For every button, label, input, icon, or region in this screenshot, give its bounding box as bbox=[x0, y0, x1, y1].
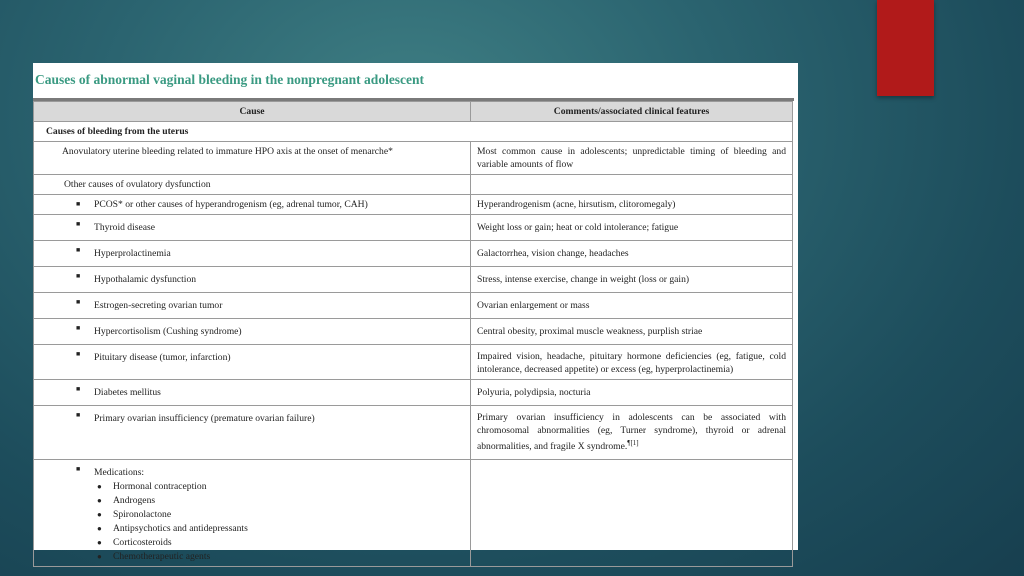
table-row bbox=[34, 195, 793, 215]
table-row bbox=[34, 406, 793, 460]
comment-cell: Central obesity, proximal muscle weakness, purplish striae bbox=[471, 319, 793, 345]
table-row bbox=[34, 293, 793, 319]
cause-cell: ■ Hyperprolactinemia bbox=[34, 241, 471, 267]
comment-cell bbox=[471, 406, 793, 460]
comment-cell: Hyperandrogenism (acne, hirsutism, clitoromegaly) bbox=[471, 195, 793, 215]
comment-cell: Most common cause in adolescents; unpredictable timing of bleeding and variable amounts of flow bbox=[471, 142, 793, 175]
comment-cell bbox=[471, 460, 793, 567]
medication-item: ● Corticosteroids bbox=[94, 536, 464, 549]
table-row bbox=[34, 319, 793, 345]
cause-cell: ■ Thyroid disease bbox=[34, 215, 471, 241]
table-title: Causes of abnormal vaginal bleeding in the nonpregnant adolescent bbox=[35, 72, 425, 87]
table-row bbox=[34, 241, 793, 267]
comment-cell: Stress, intense exercise, change in weight (loss or gain) bbox=[471, 267, 793, 293]
cause-cell: Anovulatory uterine bleeding related to immature HPO axis at the onset of menarche* bbox=[34, 142, 471, 175]
table-row bbox=[34, 215, 793, 241]
table-document bbox=[33, 63, 798, 563]
cause-cell: ■ Hypothalamic dysfunction bbox=[34, 267, 471, 293]
cause-cell: ■ Primary ovarian insufficiency (premature ovarian failure) bbox=[34, 406, 471, 460]
medication-item: ● Antipsychotics and antidepressants bbox=[94, 522, 464, 535]
medication-item: ● Androgens bbox=[94, 494, 464, 507]
section-row bbox=[34, 122, 793, 142]
cause-cell: ■ Hypercortisolism (Cushing syndrome) bbox=[34, 319, 471, 345]
medications-cell bbox=[34, 460, 471, 567]
comment-text: Primary ovarian insufficiency in adolescents can be associated with chromosomal abnormalities (eg, Turner syndrome), thyroid or adrenal abnormalities, and fragile X syndrome. bbox=[477, 412, 786, 453]
table-row bbox=[34, 175, 793, 195]
cause-cell: Other causes of ovulatory dysfunction bbox=[34, 175, 471, 195]
medications-label: ■ Medications: bbox=[94, 467, 145, 479]
comment-cell: Impaired vision, headache, pituitary hormone deficiencies (eg, fatigue, cold intolerance, decreased appetite) or excess (eg, hyperprolactinemia) bbox=[471, 345, 793, 380]
table-row bbox=[34, 267, 793, 293]
section-label: Causes of bleeding from the uterus bbox=[34, 122, 793, 142]
table-row bbox=[34, 460, 793, 567]
cause-cell: ■ Pituitary disease (tumor, infarction) bbox=[34, 345, 471, 380]
comment-cell bbox=[471, 175, 793, 195]
medication-item: ● Spironolactone bbox=[94, 508, 464, 521]
table-row bbox=[34, 380, 793, 406]
reference-mark: ¶[1] bbox=[627, 439, 639, 447]
header-comments: Comments/associated clinical features bbox=[471, 102, 793, 122]
header-row bbox=[34, 102, 793, 122]
comment-cell: Galactorrhea, vision change, headaches bbox=[471, 241, 793, 267]
medication-item: ● Chemotherapeutic agents bbox=[94, 550, 464, 563]
comment-cell: Polyuria, polydipsia, nocturia bbox=[471, 380, 793, 406]
cause-cell: ■ Diabetes mellitus bbox=[34, 380, 471, 406]
table-row bbox=[34, 345, 793, 380]
comment-cell: Ovarian enlargement or mass bbox=[471, 293, 793, 319]
header-cause: Cause bbox=[34, 102, 471, 122]
cause-cell: ■ Estrogen-secreting ovarian tumor bbox=[34, 293, 471, 319]
table-row bbox=[34, 142, 793, 175]
red-accent-block bbox=[877, 0, 934, 96]
medication-item: ● Hormonal contraception bbox=[94, 480, 464, 493]
causes-table bbox=[33, 101, 793, 567]
cause-cell: ■ PCOS* or other causes of hyperandrogenism (eg, adrenal tumor, CAH) bbox=[34, 195, 471, 215]
comment-cell: Weight loss or gain; heat or cold intolerance; fatigue bbox=[471, 215, 793, 241]
